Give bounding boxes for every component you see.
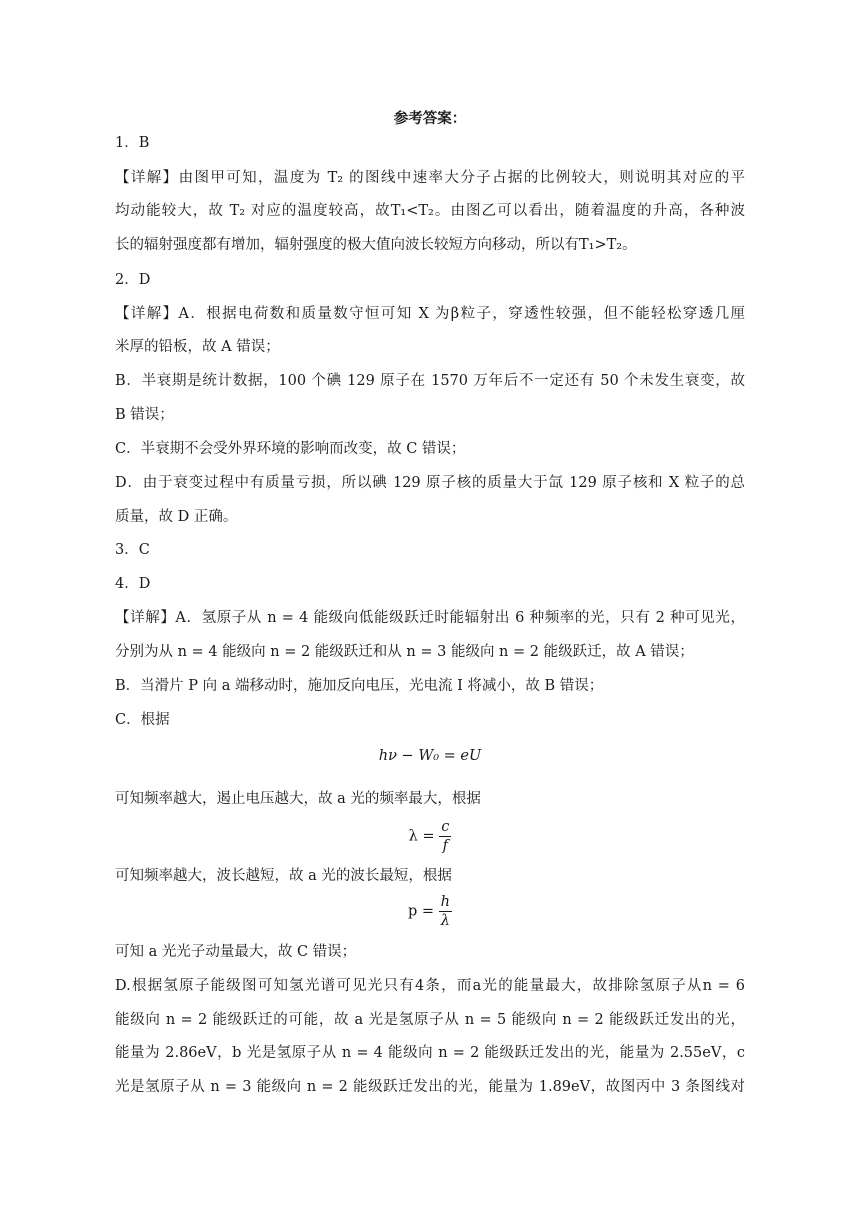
fraction-numerator: c: [441, 819, 450, 835]
text-line: C．半衰期不会受外界环境的影响而改变，故 C 错误；: [115, 441, 466, 457]
fraction-numerator: h: [440, 894, 450, 910]
text-line: B 错误；: [115, 407, 174, 423]
text-line: 能级向 n = 2 能级跃迁的可能，故 a 光是氢原子从 n = 5 能级向 n = 2 能级跃迁发出的光，: [115, 1012, 745, 1028]
text-line: D．由于衰变过程中有质量亏损，所以碘 129 原子核的质量大于氙 129 原子核和 X 粒子的总: [115, 475, 745, 491]
text-line: D.根据氢原子能级图可知氢光谱可见光只有4条，而a光的能量最大，故排除氢原子从n = 6: [115, 978, 745, 994]
text-line: 米厚的铅板，故 A 错误；: [115, 339, 280, 355]
answer-4: 4．D: [115, 576, 151, 592]
text-line: 分别为从 n = 4 能级向 n = 2 能级跃迁和从 n = 3 能级向 n = 2 能级跃迁，故 A 错误；: [115, 644, 694, 660]
text-line: 长的辐射强度都有增加，辐射强度的极大值向波长较短方向移动，所以有T₁>T₂。: [115, 237, 637, 253]
equation-wavelength: [115, 818, 745, 855]
page-title: 参考答案：: [393, 110, 467, 127]
equation-photoelectric: hν − W₀ = eU: [378, 748, 482, 764]
text-line: 【详解】由图甲可知，温度为 T₂ 的图线中速率大分子占据的比例较大，则说明其对应的平: [115, 170, 745, 186]
answer-2: 2．D: [115, 272, 151, 288]
text-line: C．根据: [115, 712, 170, 728]
text-line: 可知 a 光光子动量最大，故 C 错误；: [115, 944, 357, 960]
fraction: [439, 818, 451, 855]
text-line: 光是氢原子从 n = 3 能级向 n = 2 能级跃迁发出的光，能量为 1.89eV，故图丙中 3 条图线对: [115, 1079, 745, 1095]
equation-lhs: λ =: [408, 828, 435, 845]
equation-momentum: [115, 893, 745, 930]
fraction-denominator: f: [442, 838, 448, 854]
fraction: [439, 893, 452, 930]
answer-1: 1．B: [115, 135, 150, 151]
text-line: B．半衰期是统计数据，100 个碘 129 原子在 1570 万年后不一定还有 50 个未发生衰变，故: [115, 373, 745, 389]
text-line: 可知频率越大，波长越短，故 a 光的波长最短，根据: [115, 868, 452, 884]
text-line: 可知频率越大，遏止电压越大，故 a 光的频率最大，根据: [115, 791, 481, 807]
equation-lhs: p =: [408, 903, 435, 920]
text-line: 【详解】A．根据电荷数和质量数守恒可知 X 为β粒子，穿透性较强，但不能轻松穿透几厘: [115, 306, 745, 322]
text-line: 均动能较大，故 T₂ 对应的温度较高，故T₁<T₂。由图乙可以看出，随着温度的升高，各种波: [115, 203, 745, 219]
text-line: B．当滑片 P 向 a 端移动时，施加反向电压，光电流 I 将减小，故 B 错误；: [115, 678, 604, 694]
text-line: 【详解】A．氢原子从 n = 4 能级向低能级跃迁时能辐射出 6 种频率的光，只有 2 种可见光，: [115, 610, 745, 626]
answer-3: 3．C: [115, 542, 150, 558]
text-line: 能量为 2.86eV，b 光是氢原子从 n = 4 能级向 n = 2 能级跃迁发出的光，能量为 2.55eV，c: [115, 1045, 745, 1061]
fraction-denominator: λ: [440, 913, 450, 929]
text-line: 质量，故 D 正确。: [115, 509, 238, 525]
